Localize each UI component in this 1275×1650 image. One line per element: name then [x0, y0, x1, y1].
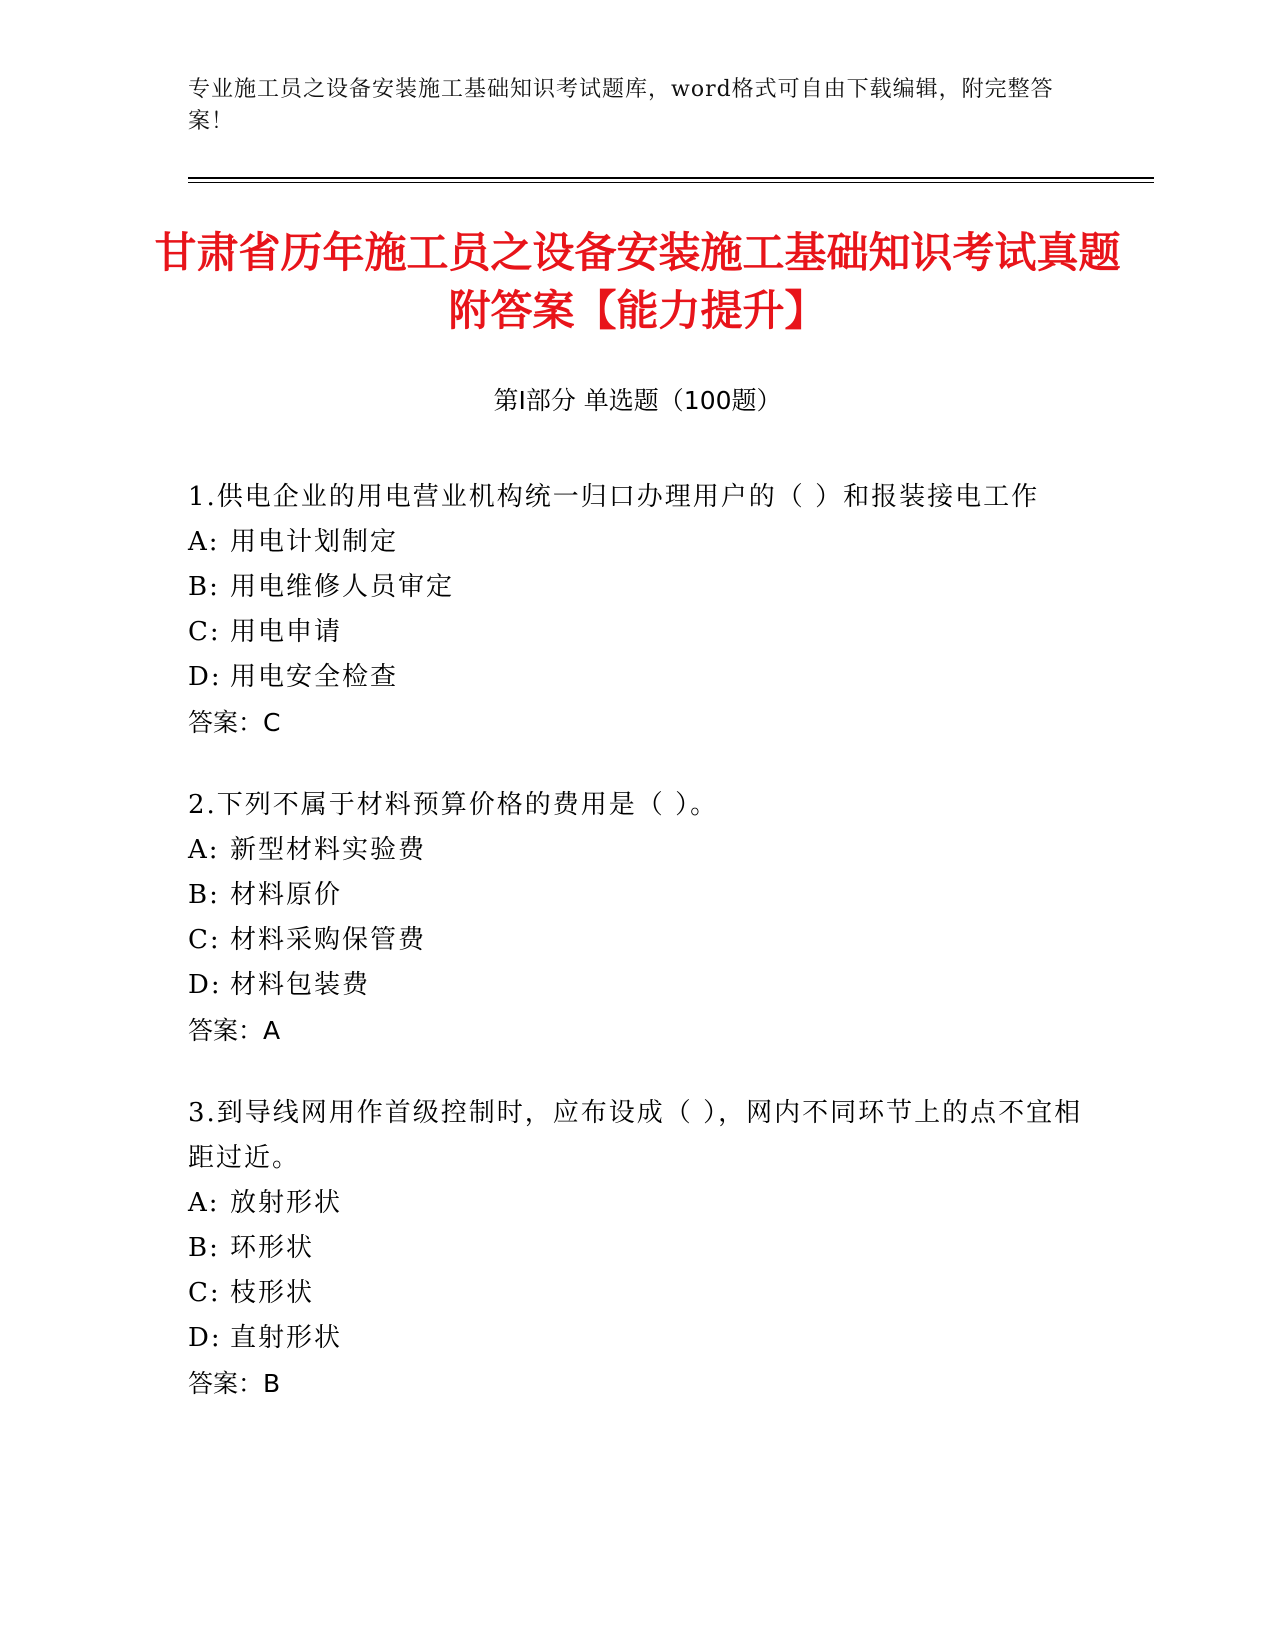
option-text: 枝形状	[230, 1278, 315, 1308]
option-letter: A:	[188, 527, 220, 557]
option-letter: A:	[188, 835, 220, 865]
question-3	[188, 1091, 1088, 1406]
answer-line	[188, 1008, 1088, 1053]
option-d	[188, 963, 1088, 1008]
option-d	[188, 1316, 1088, 1361]
option-letter: B:	[188, 1233, 220, 1263]
option-text: 用电计划制定	[230, 527, 399, 557]
option-text: 材料原价	[230, 880, 343, 910]
option-letter: C:	[188, 925, 221, 955]
question-2	[188, 783, 1088, 1053]
option-text: 用电维修人员审定	[230, 572, 455, 602]
option-a	[188, 828, 1088, 873]
question-stem: 1.供电企业的用电营业机构统一归口办理用户的（ ）和报装接电工作	[188, 482, 1040, 512]
question-stem: 2.下列不属于材料预算价格的费用是（ ）。	[188, 790, 719, 820]
option-b	[188, 873, 1088, 918]
option-c	[188, 610, 1088, 655]
option-text: 新型材料实验费	[230, 835, 427, 865]
option-b	[188, 1226, 1088, 1271]
section-heading: 第Ⅰ部分 单选题（100题）	[493, 386, 782, 415]
option-d	[188, 655, 1088, 700]
option-text: 放射形状	[230, 1188, 343, 1218]
option-letter: B:	[188, 572, 220, 602]
question-list	[188, 475, 1088, 1444]
answer-label: 答案：	[188, 708, 264, 737]
option-a	[188, 520, 1088, 565]
option-b	[188, 565, 1088, 610]
option-text: 直射形状	[230, 1323, 343, 1353]
option-letter: D:	[188, 970, 222, 1000]
question-1	[188, 475, 1088, 745]
answer-line	[188, 700, 1088, 745]
answer-label: 答案：	[188, 1016, 264, 1045]
option-text: 材料包装费	[230, 970, 371, 1000]
answer-line	[188, 1361, 1088, 1406]
option-letter: A:	[188, 1188, 220, 1218]
option-text: 材料采购保管费	[230, 925, 427, 955]
option-text: 用电安全检查	[230, 662, 399, 692]
document-title: 甘肃省历年施工员之设备安装施工基础知识考试真题附答案【能力提升】	[154, 228, 1121, 335]
option-text: 环形状	[230, 1233, 315, 1263]
option-letter: C:	[188, 1278, 221, 1308]
option-letter: B:	[188, 880, 220, 910]
option-c	[188, 918, 1088, 963]
header-rule-thin	[188, 182, 1154, 183]
question-stem: 3.到导线网用作首级控制时，应布设成（ ），网内不同环节上的点不宜相距过近。	[188, 1098, 1083, 1173]
option-a	[188, 1181, 1088, 1226]
header-note: 专业施工员之设备安装施工基础知识考试题库，word格式可自由下载编辑，附完整答案！	[188, 77, 1054, 134]
option-c	[188, 1271, 1088, 1316]
option-text: 用电申请	[230, 617, 343, 647]
option-letter: C:	[188, 617, 221, 647]
header-rule-thick	[188, 177, 1154, 179]
answer-value: A	[263, 1016, 281, 1045]
answer-value: B	[263, 1369, 281, 1398]
answer-label: 答案：	[188, 1369, 264, 1398]
option-letter: D:	[188, 1323, 222, 1353]
answer-value: C	[263, 708, 281, 737]
option-letter: D:	[188, 662, 222, 692]
